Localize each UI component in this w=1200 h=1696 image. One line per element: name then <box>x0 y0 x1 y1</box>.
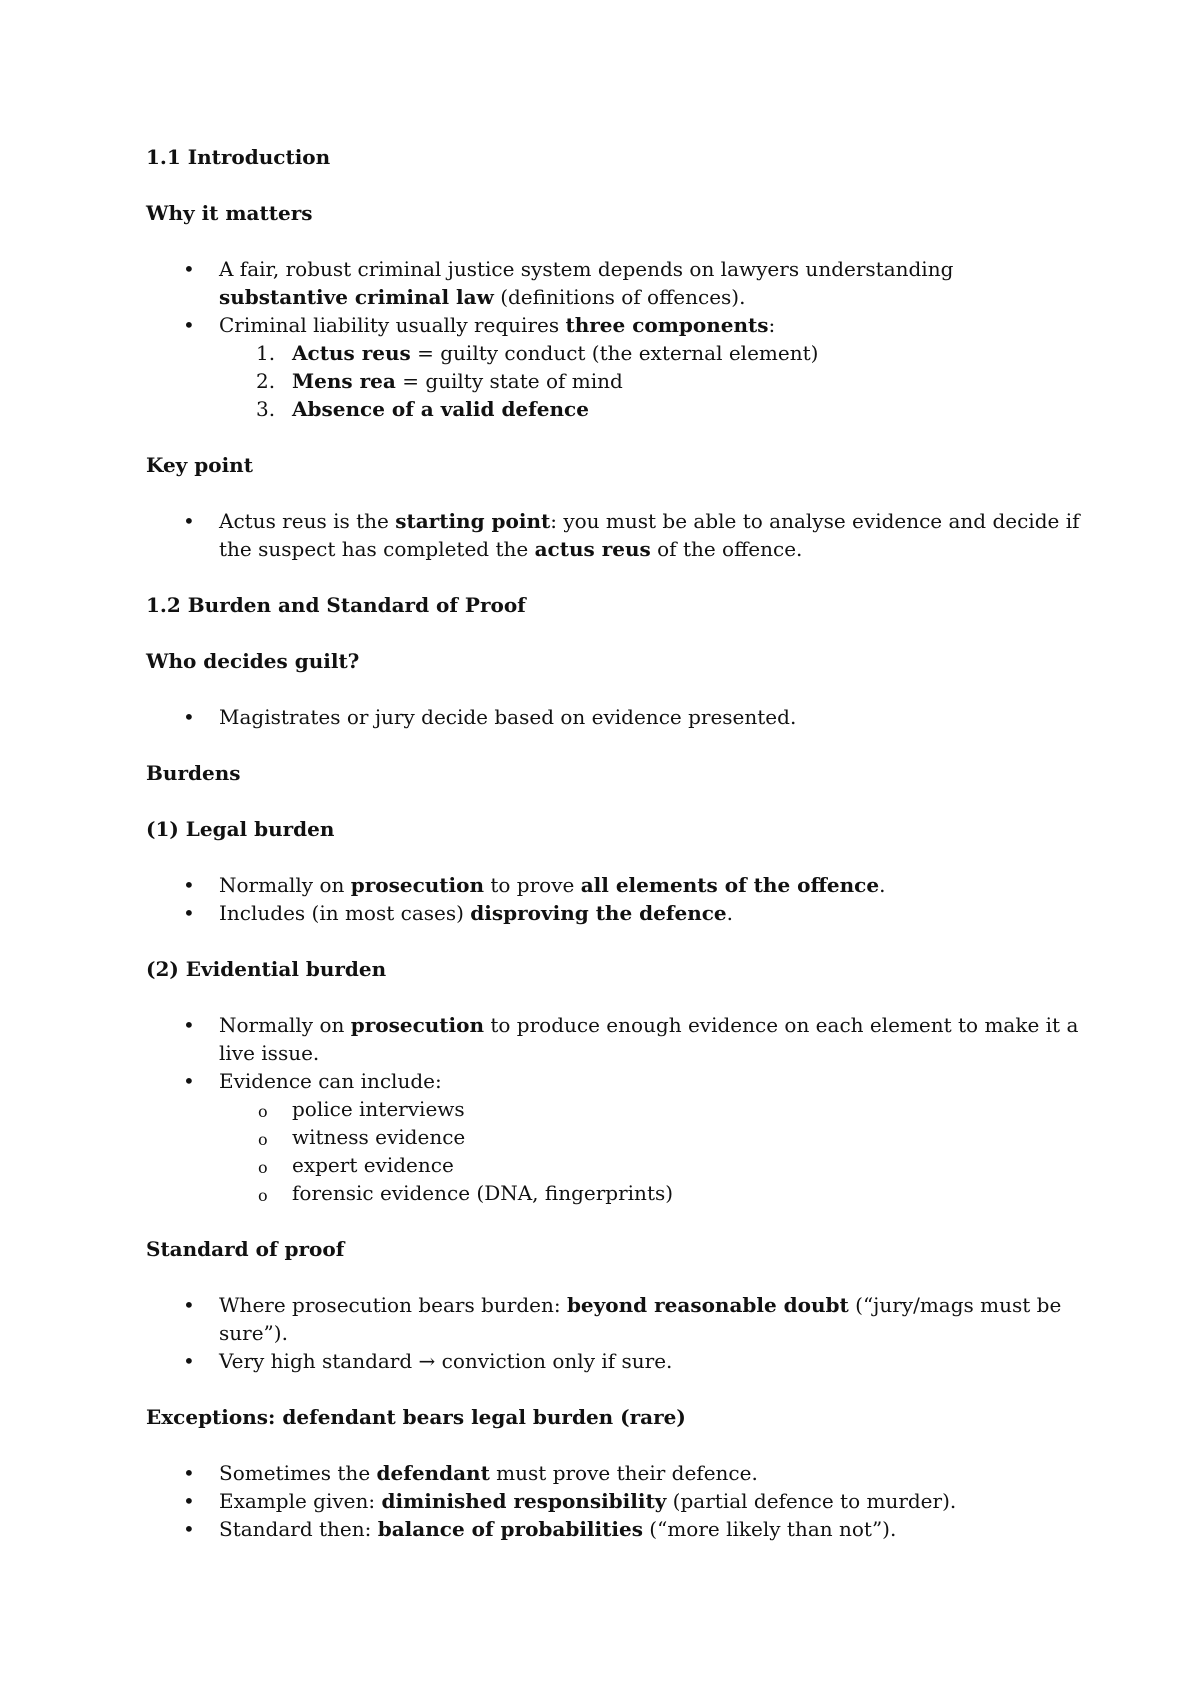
list-item: • Sometimes the defendant must prove their defence. <box>146 1459 1080 1487</box>
list-item: • Example given: diminished responsibility (partial defence to murder). <box>146 1487 1080 1515</box>
list-item: o forensic evidence (DNA, fingerprints) <box>146 1179 1080 1207</box>
list-item: • Criminal liability usually requires three components: <box>146 311 1080 339</box>
key-point-bullets <box>146 507 1080 563</box>
list-item: • Normally on prosecution to produce enough evidence on each element to make it a live issue. <box>146 1011 1080 1067</box>
list-item: o expert evidence <box>146 1151 1080 1179</box>
heading-exceptions: Exceptions: defendant bears legal burden (rare) <box>146 1405 686 1429</box>
heading-standard-of-proof: Standard of proof <box>146 1237 345 1261</box>
list-item: • Includes (in most cases) disproving the defence. <box>146 899 1080 927</box>
list-item: o witness evidence <box>146 1123 1080 1151</box>
list-item: • Actus reus is the starting point: you must be able to analyse evidence and decide if the suspect has completed the actus reus of the offence. <box>146 507 1080 563</box>
legal-burden-bullets <box>146 871 1080 927</box>
who-bullets <box>146 703 1080 731</box>
evidential-burden-bullets <box>146 1011 1080 1095</box>
why-bullets <box>146 255 1080 339</box>
evidence-types-sublist <box>146 1095 1080 1207</box>
list-item: • Very high standard → conviction only if sure. <box>146 1347 1080 1375</box>
heading-key-point: Key point <box>146 453 253 477</box>
heading-why-it-matters: Why it matters <box>146 201 313 225</box>
list-item: 3. Absence of a valid defence <box>256 397 589 421</box>
section-title-introduction: 1.1 Introduction <box>146 145 331 169</box>
section-title-burden: 1.2 Burden and Standard of Proof <box>146 593 526 617</box>
list-item: • Standard then: balance of probabilities (“more likely than not”). <box>146 1515 1080 1543</box>
heading-legal-burden: (1) Legal burden <box>146 817 335 841</box>
list-item: 2. Mens rea = guilty state of mind <box>256 369 623 393</box>
list-item: • Evidence can include: <box>146 1067 1080 1095</box>
list-item: • A fair, robust criminal justice system depends on lawyers understanding substantive criminal law (definitions of offences). <box>146 255 1080 311</box>
list-item: • Magistrates or jury decide based on evidence presented. <box>146 703 1080 731</box>
heading-evidential-burden: (2) Evidential burden <box>146 957 387 981</box>
list-item: 1. Actus reus = guilty conduct (the external element) <box>256 341 819 365</box>
exceptions-bullets <box>146 1459 1080 1543</box>
list-item: • Where prosecution bears burden: beyond reasonable doubt (“jury/mags must be sure”). <box>146 1291 1080 1347</box>
list-item: • Normally on prosecution to prove all elements of the offence. <box>146 871 1080 899</box>
heading-burdens: Burdens <box>146 761 241 785</box>
standard-bullets <box>146 1291 1080 1375</box>
list-item: o police interviews <box>146 1095 1080 1123</box>
heading-who-decides: Who decides guilt? <box>146 649 360 673</box>
components-numbered-list <box>146 339 1080 423</box>
